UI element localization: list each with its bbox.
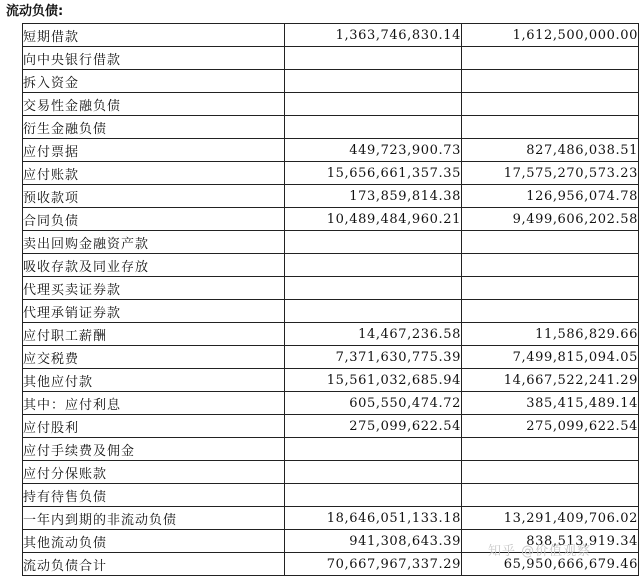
previous-value: 838,513,919.34 bbox=[462, 530, 639, 553]
previous-value: 65,950,666,679.46 bbox=[462, 553, 639, 576]
current-value: 941,308,643.39 bbox=[285, 530, 462, 553]
row-label: 其中：应付利息 bbox=[23, 392, 285, 415]
row-label: 其他流动负债 bbox=[23, 530, 285, 553]
previous-value: 17,575,270,573.23 bbox=[462, 162, 639, 185]
previous-value: 11,586,829.66 bbox=[462, 323, 639, 346]
table-row bbox=[23, 369, 639, 392]
watermark: 知乎 @价值观察 bbox=[488, 544, 592, 559]
current-value: 605,550,474.72 bbox=[285, 392, 462, 415]
row-label: 流动负债合计 bbox=[23, 553, 285, 576]
table-row bbox=[23, 254, 639, 277]
row-label: 应付账款 bbox=[23, 162, 285, 185]
previous-value: 1,612,500,000.00 bbox=[462, 24, 639, 47]
previous-value bbox=[462, 231, 639, 254]
current-value: 275,099,622.54 bbox=[285, 415, 462, 438]
previous-value bbox=[462, 254, 639, 277]
table-row bbox=[23, 346, 639, 369]
current-value: 10,489,484,960.21 bbox=[285, 208, 462, 231]
table-row bbox=[23, 507, 639, 530]
row-label: 拆入资金 bbox=[23, 70, 285, 93]
table-row bbox=[23, 438, 639, 461]
row-label: 卖出回购金融资产款 bbox=[23, 231, 285, 254]
table-row bbox=[23, 24, 639, 47]
row-label: 衍生金融负债 bbox=[23, 116, 285, 139]
current-value bbox=[285, 70, 462, 93]
current-value bbox=[285, 93, 462, 116]
current-value: 70,667,967,337.29 bbox=[285, 553, 462, 576]
current-value: 18,646,051,133.18 bbox=[285, 507, 462, 530]
table-row bbox=[23, 415, 639, 438]
previous-value: 13,291,409,706.02 bbox=[462, 507, 639, 530]
previous-value: 385,415,489.14 bbox=[462, 392, 639, 415]
current-value: 14,467,236.58 bbox=[285, 323, 462, 346]
row-label: 交易性金融负债 bbox=[23, 93, 285, 116]
row-label: 短期借款 bbox=[23, 24, 285, 47]
current-value bbox=[285, 277, 462, 300]
current-value bbox=[285, 116, 462, 139]
row-label: 其他应付款 bbox=[23, 369, 285, 392]
previous-value bbox=[462, 47, 639, 70]
row-label: 应付分保账款 bbox=[23, 461, 285, 484]
row-label: 应付职工薪酬 bbox=[23, 323, 285, 346]
table-row bbox=[23, 300, 639, 323]
current-value: 15,561,032,685.94 bbox=[285, 369, 462, 392]
row-label: 吸收存款及同业存放 bbox=[23, 254, 285, 277]
current-value bbox=[285, 484, 462, 507]
previous-value bbox=[462, 461, 639, 484]
previous-value bbox=[462, 70, 639, 93]
row-label: 应付手续费及佣金 bbox=[23, 438, 285, 461]
current-value bbox=[285, 461, 462, 484]
row-label: 代理承销证券款 bbox=[23, 300, 285, 323]
table-row bbox=[23, 323, 639, 346]
previous-value bbox=[462, 300, 639, 323]
previous-value bbox=[462, 116, 639, 139]
row-label: 代理买卖证券款 bbox=[23, 277, 285, 300]
current-value: 15,656,661,357.35 bbox=[285, 162, 462, 185]
section-title: 流动负债: bbox=[6, 4, 64, 19]
previous-value: 827,486,038.51 bbox=[462, 139, 639, 162]
table-row bbox=[23, 47, 639, 70]
row-label: 应交税费 bbox=[23, 346, 285, 369]
current-value bbox=[285, 231, 462, 254]
row-label: 应付票据 bbox=[23, 139, 285, 162]
previous-value: 14,667,522,241.29 bbox=[462, 369, 639, 392]
table-row bbox=[23, 116, 639, 139]
table-row bbox=[23, 277, 639, 300]
current-liabilities-table bbox=[22, 23, 639, 576]
previous-value bbox=[462, 277, 639, 300]
table-row bbox=[23, 484, 639, 507]
table-row bbox=[23, 231, 639, 254]
table-row bbox=[23, 70, 639, 93]
current-value: 173,859,814.38 bbox=[285, 185, 462, 208]
row-label: 预收款项 bbox=[23, 185, 285, 208]
table-row bbox=[23, 185, 639, 208]
previous-value: 126,956,074.78 bbox=[462, 185, 639, 208]
current-value: 449,723,900.73 bbox=[285, 139, 462, 162]
previous-value bbox=[462, 93, 639, 116]
current-value bbox=[285, 254, 462, 277]
previous-value: 7,499,815,094.05 bbox=[462, 346, 639, 369]
current-value: 7,371,630,775.39 bbox=[285, 346, 462, 369]
current-value bbox=[285, 300, 462, 323]
table-row bbox=[23, 461, 639, 484]
row-label: 应付股利 bbox=[23, 415, 285, 438]
table-row bbox=[23, 93, 639, 116]
row-label: 合同负债 bbox=[23, 208, 285, 231]
previous-value: 275,099,622.54 bbox=[462, 415, 639, 438]
row-label: 持有待售负债 bbox=[23, 484, 285, 507]
current-value bbox=[285, 438, 462, 461]
previous-value bbox=[462, 438, 639, 461]
current-value: 1,363,746,830.14 bbox=[285, 24, 462, 47]
row-label: 一年内到期的非流动负债 bbox=[23, 507, 285, 530]
current-value bbox=[285, 47, 462, 70]
row-label: 向中央银行借款 bbox=[23, 47, 285, 70]
table-row bbox=[23, 208, 639, 231]
previous-value: 9,499,606,202.58 bbox=[462, 208, 639, 231]
table-row bbox=[23, 139, 639, 162]
table-row bbox=[23, 392, 639, 415]
previous-value bbox=[462, 484, 639, 507]
table-row bbox=[23, 162, 639, 185]
